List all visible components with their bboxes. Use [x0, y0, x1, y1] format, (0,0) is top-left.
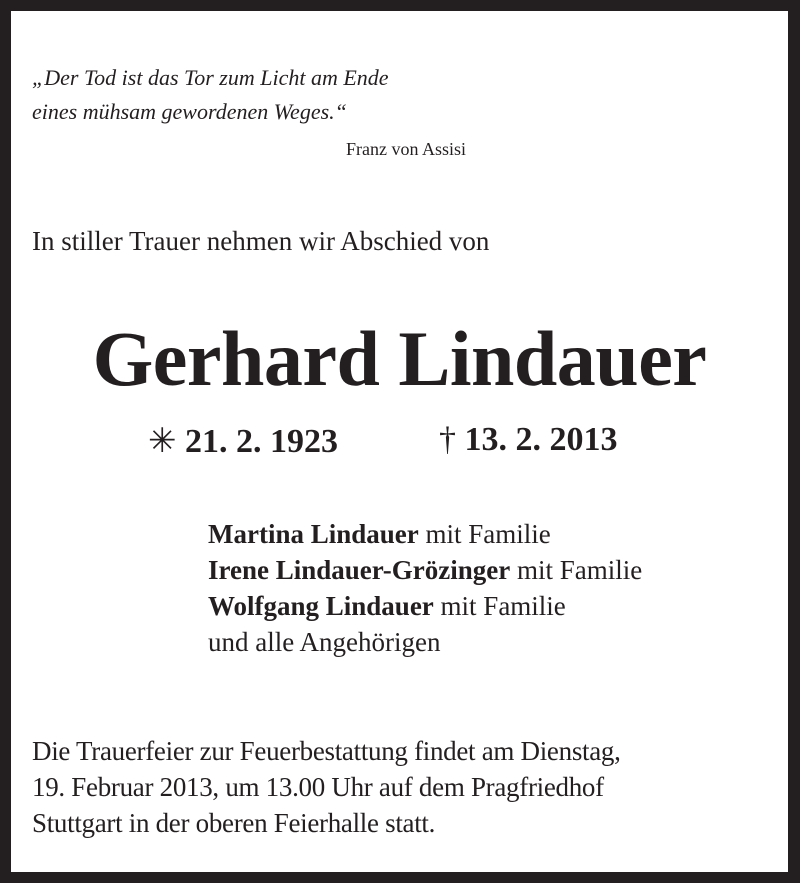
quote-line: eines mühsam gewordenen Weges.“: [32, 99, 347, 124]
mourner-suffix: mit Familie: [510, 555, 643, 585]
obituary-card: [11, 11, 788, 872]
death-cross-icon: †: [439, 421, 456, 458]
mourner-item: [208, 552, 642, 588]
quote-line: „Der Tod ist das Tor zum Licht am Ende: [32, 65, 389, 90]
quote-author: Franz von Assisi: [345, 139, 466, 159]
death-date: [439, 421, 618, 459]
mourner-suffix: mit Familie: [418, 519, 551, 549]
service-line: 19. Februar 2013, um 13.00 Uhr auf dem Pragfriedhof: [32, 772, 604, 802]
mourner-item: [208, 516, 642, 552]
intro-text: In stiller Trauer nehmen wir Abschied von: [32, 226, 490, 256]
mourners-list: [208, 516, 642, 660]
mourner-suffix: und alle Angehörigen: [208, 627, 441, 657]
mourner-item: [208, 624, 642, 660]
deceased-name: Gerhard Lindauer: [92, 315, 707, 402]
mourner-name: Martina Lindauer: [208, 519, 419, 549]
service-details: [32, 733, 621, 841]
mourner-name: Irene Lindauer-Grözinger: [208, 555, 511, 585]
birth-star-icon: ✳: [148, 423, 177, 460]
mourner-name: Wolfgang Lindauer: [208, 591, 434, 621]
death-date-value: 13. 2. 2013: [464, 421, 618, 458]
mourner-item: [208, 588, 642, 624]
service-line: Die Trauerfeier zur Feuerbestattung findet am Dienstag,: [32, 736, 621, 766]
birth-date: [148, 421, 338, 461]
mourner-suffix: mit Familie: [433, 591, 566, 621]
birth-date-value: 21. 2. 1923: [185, 423, 338, 460]
quote: [32, 61, 389, 129]
service-line: Stuttgart in der oberen Feierhalle statt.: [32, 808, 436, 838]
